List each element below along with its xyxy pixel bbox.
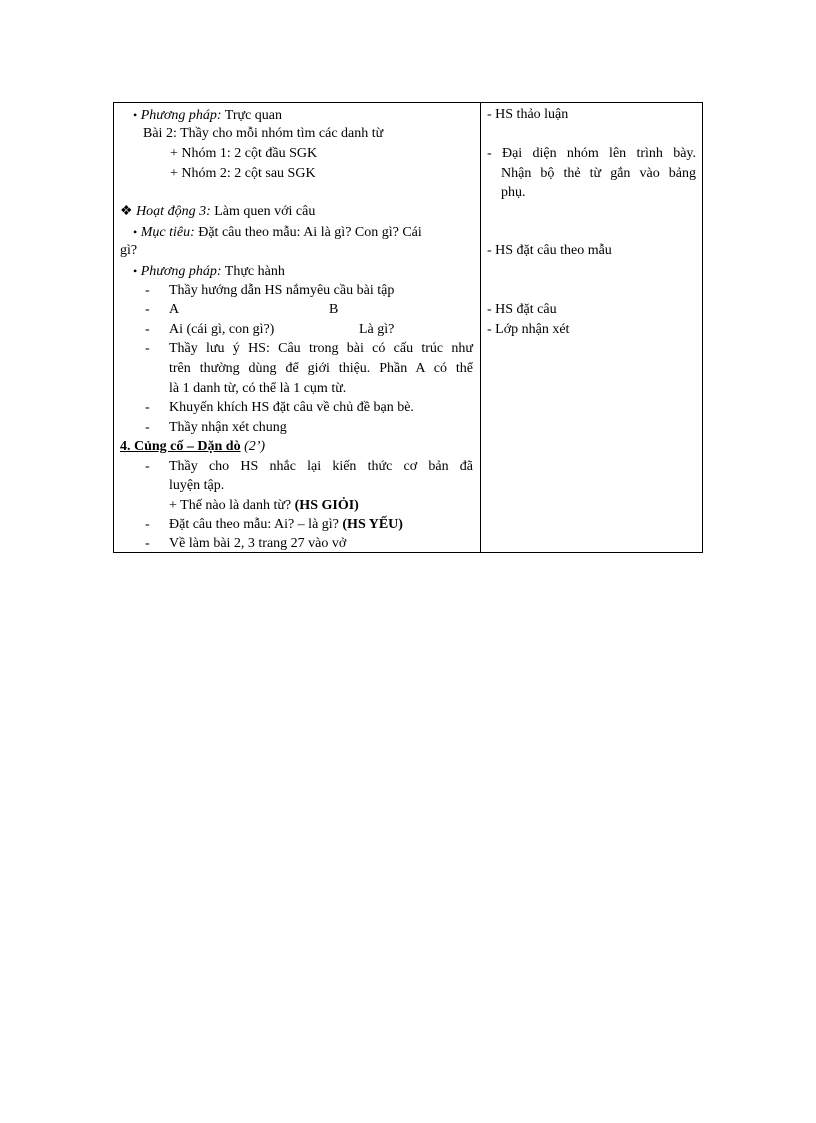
dash: - — [145, 517, 150, 532]
column-b-label: B — [329, 302, 339, 317]
group-1-line: + Nhóm 1: 2 cột đầu SGK — [170, 146, 318, 161]
method-line-1: • Phương pháp: Trực quan — [133, 108, 283, 123]
group-2-line: + Nhóm 2: 2 cột sau SGK — [170, 166, 316, 181]
group-present-line-1: - Đại diện nhóm lên trình bày. — [487, 146, 696, 161]
column-a-label: A — [169, 302, 180, 317]
dash: - — [145, 283, 150, 298]
student-discuss: - HS thảo luận — [487, 107, 569, 122]
question-good-students: + Thế nào là danh từ? (HS GIỎI) — [169, 498, 359, 513]
note-line-3: là 1 danh từ, có thể là 1 cụm từ. — [169, 381, 347, 396]
section-4-heading: 4. Củng cố – Dặn dò (2’) — [120, 439, 266, 454]
dash: - — [145, 302, 150, 317]
objective-line: • Mục tiêu: Đặt câu theo mẫu: Ai là gì? Con gì? Cái — [133, 225, 422, 240]
dash: - — [145, 459, 150, 474]
review-line-1: Thầy cho HS nhắc lại kiến thức cơ bản đã — [169, 459, 473, 474]
class-comment: - Lớp nhận xét — [487, 322, 570, 337]
student-sentence-pattern: - HS đặt câu theo mẫu — [487, 243, 612, 258]
objective-line-cont: gì? — [120, 243, 138, 258]
dash: - — [145, 341, 150, 356]
instruction-line: Thầy hướng dẫn HS nắmyêu cầu bài tập — [169, 283, 395, 298]
group-present-line-3: phụ. — [501, 185, 526, 200]
method-line-2: • Phương pháp: Thực hành — [133, 264, 285, 279]
group-present-line-2: Nhận bộ thẻ từ gắn vào bảng — [501, 166, 696, 181]
student-make-sentence: - HS đặt câu — [487, 302, 557, 317]
note-line-1: Thầy lưu ý HS: Câu trong bài có cấu trúc như — [169, 341, 473, 356]
review-line-2: luyện tập. — [169, 478, 225, 493]
lesson-table — [113, 102, 703, 553]
note-line-2: trên thường dùng để giới thiệu. Phần A có thể — [169, 361, 473, 376]
dash: - — [145, 420, 150, 435]
teacher-comment-line: Thầy nhận xét chung — [169, 420, 287, 435]
exercise-2-line: Bài 2: Thầy cho mỗi nhóm tìm các danh từ — [143, 126, 384, 141]
activity-3-heading: ❖ Hoạt động 3: Làm quen với câu — [120, 204, 316, 219]
dash: - — [145, 322, 150, 337]
diamond-bullet-icon: ❖ — [120, 204, 133, 219]
question-weak-students: Đặt câu theo mẫu: Ai? – là gì? (HS YẾU) — [169, 517, 403, 532]
column-divider — [480, 103, 481, 552]
dash: - — [145, 400, 150, 415]
pattern-a-text: Ai (cái gì, con gì?) — [169, 322, 275, 337]
homework-line: Về làm bài 2, 3 trang 27 vào vở — [169, 536, 347, 551]
encourage-line: Khuyến khích HS đặt câu về chủ đề bạn bè. — [169, 400, 414, 415]
dash: - — [145, 536, 150, 551]
pattern-b-text: Là gì? — [359, 322, 395, 337]
